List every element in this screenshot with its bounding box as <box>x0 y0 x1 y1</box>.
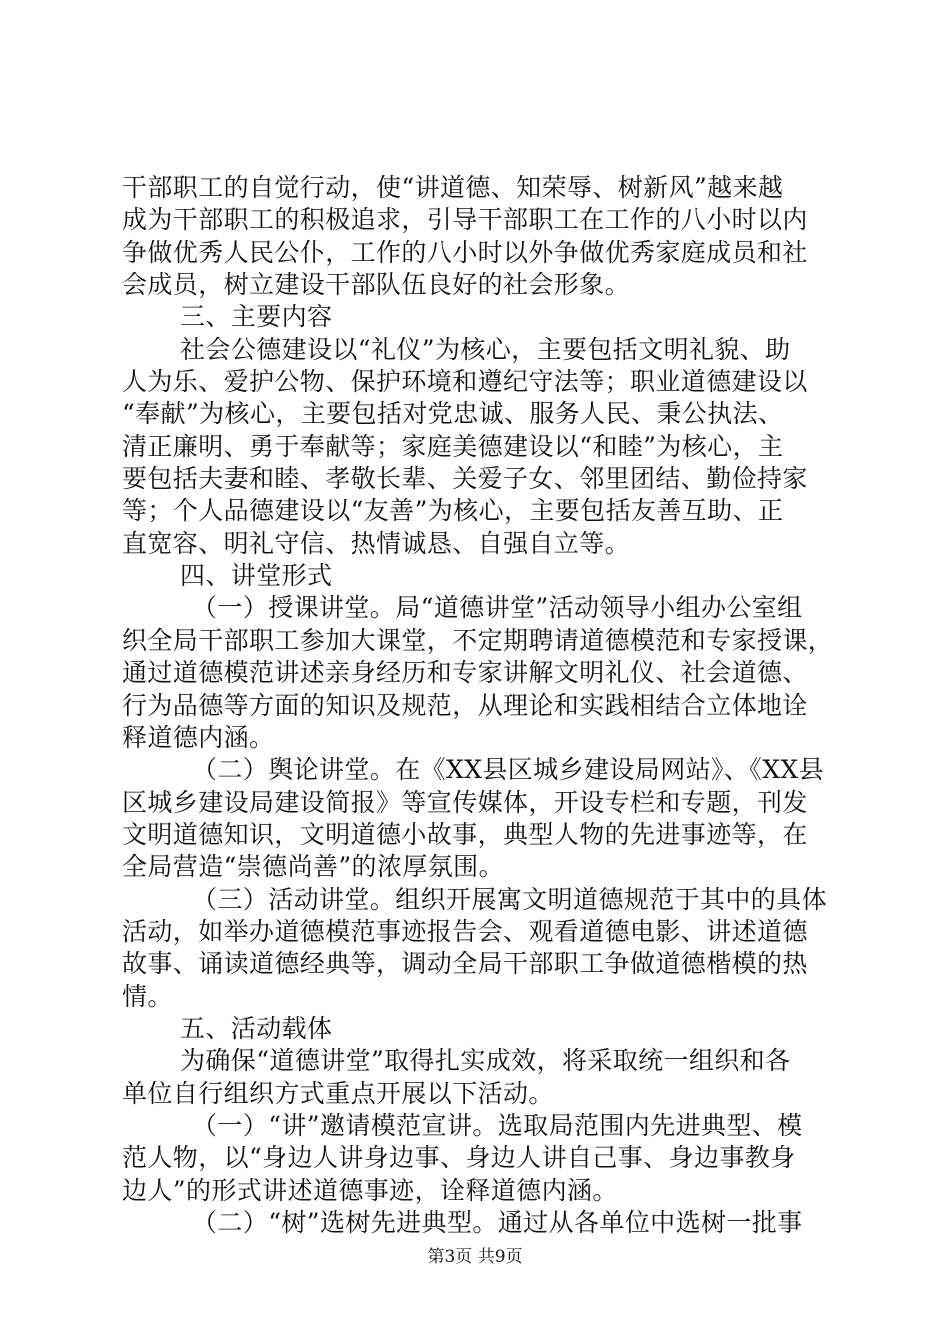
text-line: 情。 <box>122 981 173 1011</box>
text-line: 争做优秀人民公仆，工作的八小时以外争做优秀家庭成员和社 <box>122 237 808 267</box>
text-line: （一）授课讲堂。局“道德讲堂”活动领导小组办公室组 <box>192 593 803 623</box>
text-line: 故事、诵读道德经典等，调动全局干部职工争做道德楷模的热 <box>122 949 808 979</box>
text-line: 活动，如举办道德模范事迹报告会、观看道德电影、讲述道德 <box>122 916 808 946</box>
text-line: （一）“讲”邀请模范宣讲。选取局范围内先进典型、模 <box>192 1110 803 1140</box>
text-line: 清正廉明、勇于奉献等；家庭美德建设以“和睦”为核心，主 <box>122 431 784 461</box>
text-line: 边人”的形式讲述道德事迹，诠释道德内涵。 <box>122 1175 618 1205</box>
text-line: （二）舆论讲堂。在《XX县区城乡建设局网站》、《XX县 <box>192 755 824 785</box>
section-heading: 五、活动载体 <box>180 1013 333 1043</box>
text-line: 区城乡建设局建设简报》等宣传媒体，开设专栏和专题，刊发 <box>122 787 808 817</box>
text-line: 等；个人品德建设以“友善”为核心，主要包括友善互助、正 <box>122 496 784 526</box>
text-line: 织全局干部职工参加大课堂，不定期聘请道德模范和专家授课， <box>122 625 834 655</box>
text-line: 直宽容、明礼守信、热情诚恳、自强自立等。 <box>122 528 631 558</box>
text-line: 会成员，树立建设干部队伍良好的社会形象。 <box>122 270 631 300</box>
text-line: 成为干部职工的积极追求，引导干部职工在工作的八小时以内 <box>122 205 808 235</box>
text-line: 社会公德建设以“礼仪”为核心，主要包括文明礼貌、助 <box>180 334 791 364</box>
text-line: 干部职工的自觉行动，使“讲道德、知荣辱、树新风”越来越 <box>122 173 784 202</box>
section-heading: 三、主要内容 <box>180 302 333 332</box>
section-heading: 四、讲堂形式 <box>180 561 333 591</box>
text-line: 行为品德等方面的知识及规范，从理论和实践相结合立体地诠 <box>122 690 808 720</box>
text-line: 人为乐、爱护公物、保护环境和遵纪守法等；职业道德建设以 <box>122 367 808 397</box>
document-body <box>122 172 834 1239</box>
text-line: （三）活动讲堂。组织开展寓文明道德规范于其中的具体 <box>192 884 828 914</box>
text-line: 通过道德模范讲述亲身经历和专家讲解文明礼仪、社会道德、 <box>122 658 808 688</box>
text-line: （二）“树”选树先进典型。通过从各单位中选树一批事 <box>192 1208 803 1237</box>
text-line: 全局营造“崇德尚善”的浓厚氛围。 <box>122 852 504 882</box>
text-line: 释道德内涵。 <box>122 722 275 752</box>
page-number-footer: 第3页 共9页 <box>427 1247 523 1267</box>
text-line: 文明道德知识，文明道德小故事，典型人物的先进事迹等，在 <box>122 819 808 849</box>
text-line: 范人物，以“身边人讲身边事、身边人讲自己事、身边事教身 <box>122 1143 796 1173</box>
text-line: 单位自行组织方式重点开展以下活动。 <box>122 1078 554 1108</box>
text-line: 为确保“道德讲堂”取得扎实成效，将采取统一组织和各 <box>180 1046 791 1076</box>
text-line: 要包括夫妻和睦、孝敬长辈、关爱子女、邻里团结、勤俭持家 <box>122 464 808 494</box>
text-line: “奉献”为核心，主要包括对党忠诚、服务人民、秉公执法、 <box>122 399 784 429</box>
